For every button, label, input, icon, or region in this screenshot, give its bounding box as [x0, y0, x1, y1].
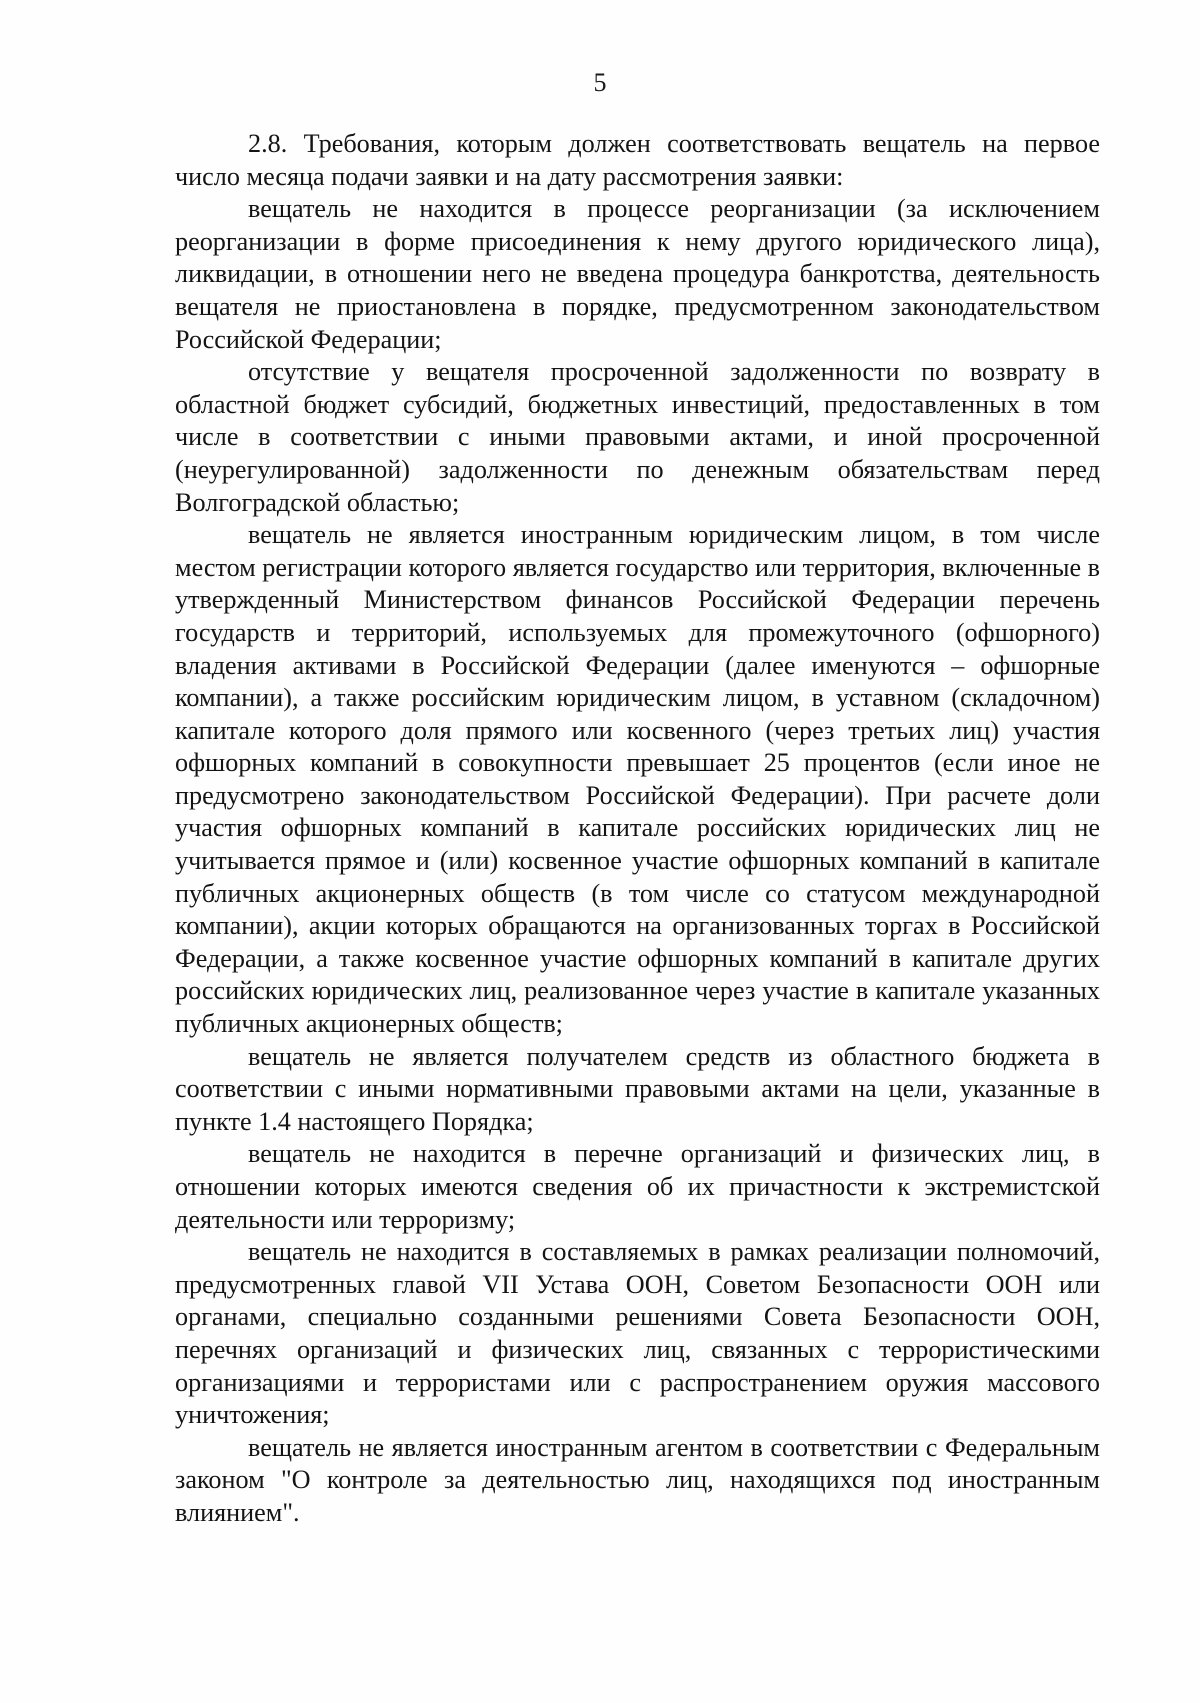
- paragraph-debt: отсутствие у вещателя просроченной задолженности по возврату в областной бюджет субсидий, бюджетных инвестиций, предоставленных в том числе в соответствии с иными правовыми актами, и иной просроченной (неурегулированной) задолженности по денежным обязательствам перед Волгоградской областью;: [175, 357, 1100, 517]
- paragraph-reorganization: вещатель не находится в процессе реорганизации (за исключением реорганизации в форме присоединения к нему другого юридического лица), ликвидации, в отношении него не введена процедура банкротства, деятельность вещателя не приостановлена в порядке, предусмотренном законодательством Российской Федерации;: [175, 194, 1100, 354]
- document-body: [175, 128, 1100, 1530]
- paragraph-foreign-agent: вещатель не является иностранным агентом в соответствии с Федеральным законом "О контроле за деятельностью лиц, находящихся под иностранным влиянием".: [175, 1432, 1100, 1527]
- paragraph-offshore: вещатель не является иностранным юридическим лицом, в том числе местом регистрации которого является государство или территория, включенные в утвержденный Министерством финансов Российской Федерации перечень государств и территорий, используемых для промежуточного (офшорного) владения активами в Российской Федерации (далее именуются – офшорные компании), а также российским юридическим лицом, в уставном (складочном) капитале которого доля прямого или косвенного (через третьих лиц) участия офшорных компаний в совокупности превышает 25 процентов (если иное не предусмотрено законодательством Российской Федерации). При расчете доли участия офшорных компаний в капитале российских юридических лиц не учитывается прямое и (или) косвенное участие офшорных компаний в капитале публичных акционерных обществ (в том числе со статусом международной компании), акции которых обращаются на организованных торгах в Российской Федерации, а также косвенное участие офшорных компаний в капитале других российских юридических лиц, реализованное через участие в капитале указанных публичных акционерных обществ;: [175, 520, 1100, 1039]
- paragraph-2-8-heading: 2.8. Требования, которым должен соответствовать вещатель на первое число месяца подачи заявки и на дату рассмотрения заявки:: [175, 129, 1100, 191]
- page-number: 5: [593, 68, 607, 97]
- paragraph-un-sanctions: вещатель не находится в составляемых в рамках реализации полномочий, предусмотренных главой VII Устава ООН, Советом Безопасности ООН или органами, специально созданными решениями Совета Безопасности ООН, перечнях организаций и физических лиц, связанных с террористическими организациями и террористами или с распространением оружия массового уничтожения;: [175, 1237, 1100, 1430]
- paragraph-budget-funds: вещатель не является получателем средств из областного бюджета в соответствии с иными нормативными правовыми актами на цели, указанные в пункте 1.4 настоящего Порядка;: [175, 1041, 1100, 1136]
- paragraph-extremism: вещатель не находится в перечне организаций и физических лиц, в отношении которых имеются сведения об их причастности к экстремистской деятельности или терроризму;: [175, 1139, 1100, 1234]
